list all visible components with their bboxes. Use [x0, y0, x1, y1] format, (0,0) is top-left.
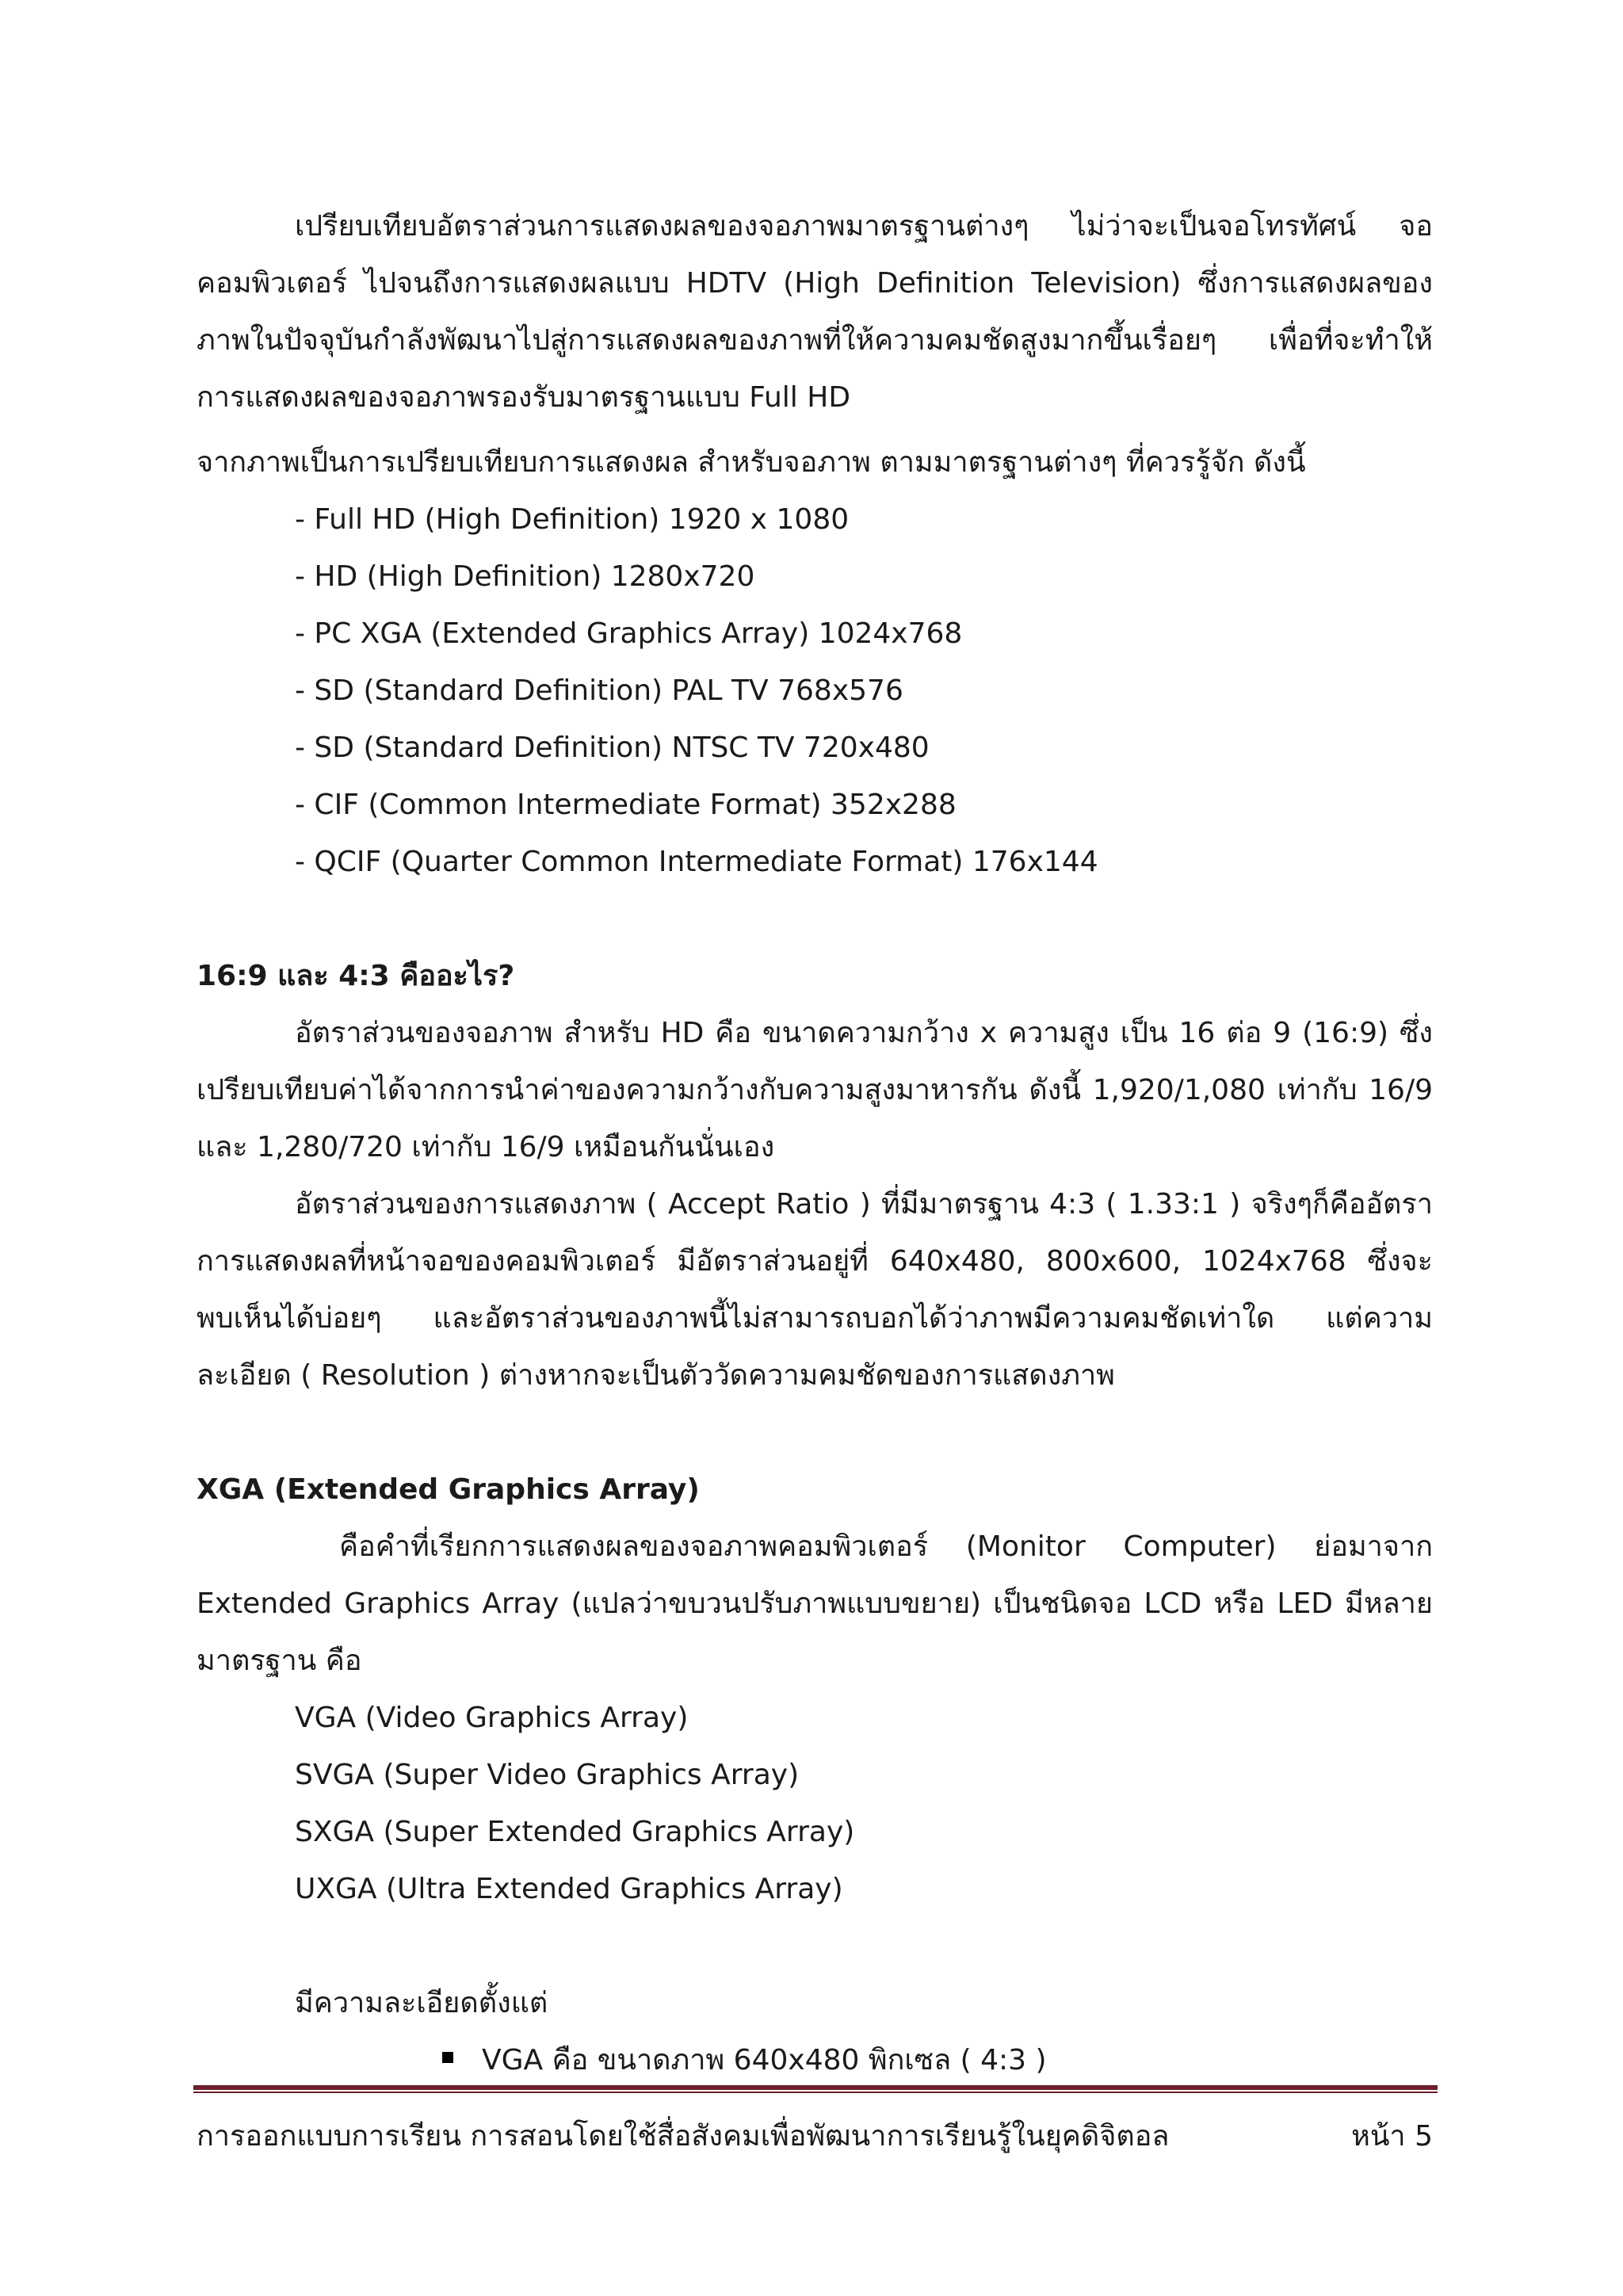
intro-paragraph: เปรียบเทียบอัตราส่วนการแสดงผลของจอภาพมาตรฐานต่างๆ ไม่ว่าจะเป็นจอโทรทัศน์ จอคอมพิวเตอร์ ไปจนถึงการแสดงผลแบบ HDTV (High Definition Television) ซึ่งการแสดงผลของภาพในปัจจุบันกำลังพัฒนาไปสู่การแสดงผลของภาพที่ให้ความคมชัดสูงมากขึ้นเรื่อยๆ เพื่อที่จะทำให้การแสดงผลของจอภาพรองรับมาตรฐานแบบ Full HD — [197, 210, 1433, 414]
list-item: - Full HD (High Definition) 1920 x 1080 — [295, 503, 850, 536]
list-item: VGA (Video Graphics Array) — [295, 1702, 689, 1734]
aspect-paragraph-1: อัตราส่วนของจอภาพ สำหรับ HD คือ ขนาดความกว้าง x ความสูง เป็น 16 ต่อ 9 (16:9) ซึ่งเปรียบเทียบค่าได้จากการนำค่าของความกว้างกับความสูงมาหารกัน ดังนี้ 1,920/1,080 เท่ากับ 16/9 และ 1,280/720 เท่ากับ 16/9 เหมือนกันนั่นเอง — [197, 1017, 1433, 1163]
xga-heading: XGA (Extended Graphics Array) — [197, 1473, 700, 1506]
list-item: SXGA (Super Extended Graphics Array) — [295, 1816, 855, 1848]
aspect-heading: 16:9 และ 4:3 คืออะไร? — [197, 960, 515, 992]
standards-list — [197, 491, 1433, 891]
list-item: - QCIF (Quarter Common Intermediate Format) 176x144 — [295, 846, 1098, 878]
footer-rule-thin — [193, 2092, 1438, 2093]
footer-title: การออกแบบการเรียน การสอนโดยใช้สื่อสังคมเพื่อพัฒนาการเรียนรู้ในยุคดิจิตอล — [197, 2120, 1170, 2153]
list-item: SVGA (Super Video Graphics Array) — [295, 1759, 800, 1791]
section-spacer — [197, 1918, 1433, 1975]
footer-divider — [193, 2085, 1438, 2093]
standards-lead: จากภาพเป็นการเปรียบเทียบการแสดงผล สำหรับจอภาพ ตามมาตรฐานต่างๆ ที่ควรรู้จัก ดังนี้ — [197, 446, 1306, 479]
section-spacer — [197, 1404, 1433, 1461]
page-content — [197, 198, 1433, 2089]
list-item: UXGA (Ultra Extended Graphics Array) — [295, 1873, 843, 1905]
page-footer — [197, 2108, 1433, 2165]
aspect-paragraph-2: อัตราส่วนของการแสดงภาพ ( Accept Ratio ) ที่มีมาตรฐาน 4:3 ( 1.33:1 ) จริงๆก็คืออัตราการแสดงผลที่หน้าจอของคอมพิวเตอร์ มีอัตราส่วนอยู่ที่ 640x480, 800x600, 1024x768 ซึ่งจะพบเห็นได้บ่อยๆ และอัตราส่วนของภาพนี้ไม่สามารถบอกได้ว่าภาพมีความคมชัดเท่าใด แต่ความละเอียด ( Resolution ) ต่างหากจะเป็นตัววัดความคมชัดของการแสดงภาพ — [197, 1188, 1433, 1392]
section-spacer — [197, 891, 1433, 948]
list-item: - HD (High Definition) 1280x720 — [295, 560, 755, 593]
list-item: - SD (Standard Definition) NTSC TV 720x480 — [295, 732, 930, 764]
bullet-text: VGA คือ ขนาดภาพ 640x480 พิกเซล ( 4:3 ) — [482, 2044, 1047, 2076]
list-item: - SD (Standard Definition) PAL TV 768x576 — [295, 674, 903, 707]
resolution-lead: มีความละเอียดตั้งแต่ — [295, 1987, 548, 2019]
square-bullet-icon — [442, 2052, 453, 2063]
bullet-item — [197, 2032, 1433, 2089]
xga-types-list — [197, 1690, 1433, 1918]
xga-paragraph: คือคำที่เรียกการแสดงผลของจอภาพคอมพิวเตอร์ (Monitor Computer) ย่อมาจาก Extended Graphics Array (แปลว่าขบวนปรับภาพแบบขยาย) เป็นชนิดจอ LCD หรือ LED มีหลายมาตรฐาน คือ — [197, 1530, 1433, 1677]
footer-rule-thick — [193, 2085, 1438, 2090]
list-item: - CIF (Common Intermediate Format) 352x288 — [295, 789, 957, 821]
list-item: - PC XGA (Extended Graphics Array) 1024x768 — [295, 617, 963, 650]
page-number: หน้า 5 — [1351, 2120, 1433, 2153]
